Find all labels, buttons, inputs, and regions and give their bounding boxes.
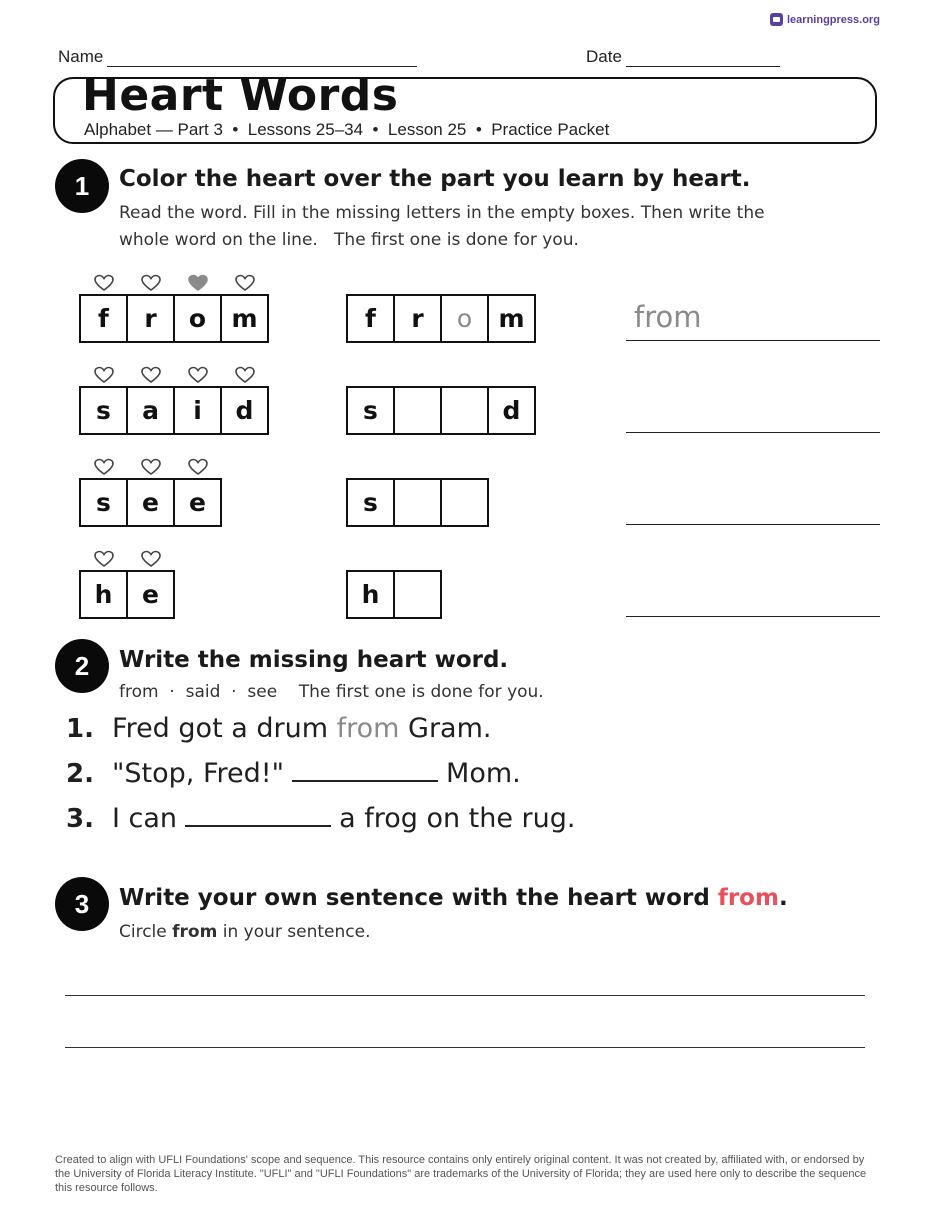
date-label: Date: [586, 47, 622, 66]
heart-row: [80, 274, 268, 292]
name-field: [58, 47, 417, 67]
answer-blank[interactable]: [292, 760, 438, 782]
sentence-writing-line-2[interactable]: [65, 1047, 865, 1048]
sentence-writing-line-1[interactable]: [65, 995, 865, 996]
sentence-text-before: Fred got a drum: [112, 713, 337, 744]
heart-icon[interactable]: [80, 366, 127, 384]
date-line[interactable]: [626, 52, 780, 67]
word-writing-line[interactable]: [626, 392, 880, 433]
section-3-number: 3: [55, 877, 109, 931]
letter-box: s: [346, 478, 395, 527]
letter-box: m: [487, 294, 536, 343]
fill-in-letter-boxes: [346, 570, 442, 619]
heart-icon[interactable]: [174, 458, 221, 476]
letter-box: f: [346, 294, 395, 343]
heart-word-highlight: from: [717, 885, 779, 911]
sentence-number: 1.: [66, 714, 94, 744]
letter-box: s: [79, 478, 128, 527]
sentence-text-after: a frog on the rug.: [339, 803, 576, 834]
heart-row: [80, 366, 268, 384]
section-2-number: 2: [55, 639, 109, 693]
section-3-instruction-text: Circle: [119, 922, 173, 942]
heart-icon[interactable]: [174, 366, 221, 384]
letter-box: s: [79, 386, 128, 435]
sentence-1: [66, 713, 492, 744]
heart-row: [80, 550, 174, 568]
word-letter-boxes: [79, 478, 222, 527]
letter-box: h: [346, 570, 395, 619]
section-3-heading-period: .: [778, 885, 788, 911]
empty-letter-box[interactable]: [393, 478, 442, 527]
section-3-heading: [119, 885, 788, 911]
section-2-heading: Write the missing heart word.: [119, 647, 509, 673]
letter-box: e: [126, 478, 175, 527]
sentence-text-after: Gram.: [399, 713, 492, 744]
fill-in-letter-boxes: [346, 294, 536, 343]
name-line[interactable]: [107, 52, 417, 67]
name-label: Name: [58, 47, 104, 66]
written-example-word: from: [634, 300, 702, 334]
heart-icon[interactable]: [127, 550, 174, 568]
sentence-number: 3.: [66, 804, 94, 834]
heart-icon[interactable]: [127, 366, 174, 384]
empty-letter-box[interactable]: [393, 386, 442, 435]
heart-icon[interactable]: [174, 274, 221, 292]
letter-box: m: [220, 294, 269, 343]
letter-box: e: [126, 570, 175, 619]
word-bank: [119, 682, 544, 702]
letter-box: d: [220, 386, 269, 435]
letter-box: s: [346, 386, 395, 435]
letter-box: r: [126, 294, 175, 343]
word-writing-line[interactable]: [626, 576, 880, 617]
sentence-text-before: I can: [112, 803, 178, 834]
word-writing-line[interactable]: [626, 300, 880, 341]
letter-box: f: [79, 294, 128, 343]
heart-icon[interactable]: [127, 458, 174, 476]
section-1-heading: Color the heart over the part you learn by heart.: [119, 166, 751, 192]
learningpress-logo-icon: [770, 13, 783, 26]
section-3-instruction-text-end: in your sentence.: [217, 922, 371, 942]
sentence-number: 2.: [66, 759, 94, 789]
heart-icon[interactable]: [80, 274, 127, 292]
empty-letter-box[interactable]: [440, 478, 489, 527]
letter-box: i: [173, 386, 222, 435]
letter-box: h: [79, 570, 128, 619]
word-bank-note: The first one is done for you.: [298, 682, 544, 702]
fill-in-letter-boxes: [346, 478, 489, 527]
date-field: [586, 47, 780, 67]
word-letter-boxes: [79, 386, 269, 435]
section-3-heading-text: Write your own sentence with the heart word: [119, 885, 718, 911]
section-1-instruction-line-1: Read the word. Fill in the missing letters in the empty boxes. Then write the: [119, 203, 765, 223]
heart-icon[interactable]: [127, 274, 174, 292]
brand-label: learningpress.org: [787, 13, 880, 26]
page-title: Heart Words: [82, 70, 399, 121]
letter-box: r: [393, 294, 442, 343]
letter-box: d: [487, 386, 536, 435]
word-bank-words: from · said · see: [119, 682, 278, 702]
sentence-text-after: Mom.: [446, 758, 521, 789]
footer-disclaimer: Created to align with UFLI Foundations' scope and sequence. This resource contains only entirely original content. It was not created by, affiliated with, or endorsed by the University of Florida Literacy Institute. "UFLI" and "UFLI Foundations" are trademarks of the University of Florida; they are used here only to describe the sequence this resource follows.: [55, 1154, 867, 1194]
sentence-3: [66, 803, 575, 834]
letter-box: e: [173, 478, 222, 527]
word-writing-line[interactable]: [626, 484, 880, 525]
sentence-2: [66, 758, 521, 789]
letter-box: o: [440, 294, 489, 343]
section-1-number: 1: [55, 159, 109, 213]
page-subtitle: Alphabet — Part 3 • Lessons 25–34 • Lesson 25 • Practice Packet: [84, 120, 610, 139]
sentence-text-before: "Stop, Fred!": [112, 758, 285, 789]
section-1-instruction-line-2: whole word on the line. The first one is done for you.: [119, 230, 579, 250]
heart-icon[interactable]: [221, 366, 268, 384]
empty-letter-box[interactable]: [440, 386, 489, 435]
heart-icon[interactable]: [221, 274, 268, 292]
word-letter-boxes: [79, 570, 175, 619]
section-3-instruction: [119, 919, 370, 946]
sentence-answer: from: [336, 713, 400, 744]
heart-row: [80, 458, 221, 476]
section-1-instruction: [119, 200, 765, 254]
word-letter-boxes: [79, 294, 269, 343]
brand-link[interactable]: [770, 13, 880, 26]
section-3-instruction-word: from: [172, 922, 218, 942]
letter-box: o: [173, 294, 222, 343]
heart-icon[interactable]: [80, 550, 127, 568]
heart-icon[interactable]: [80, 458, 127, 476]
fill-in-letter-boxes: [346, 386, 536, 435]
empty-letter-box[interactable]: [393, 570, 442, 619]
letter-box: a: [126, 386, 175, 435]
answer-blank[interactable]: [185, 805, 331, 827]
